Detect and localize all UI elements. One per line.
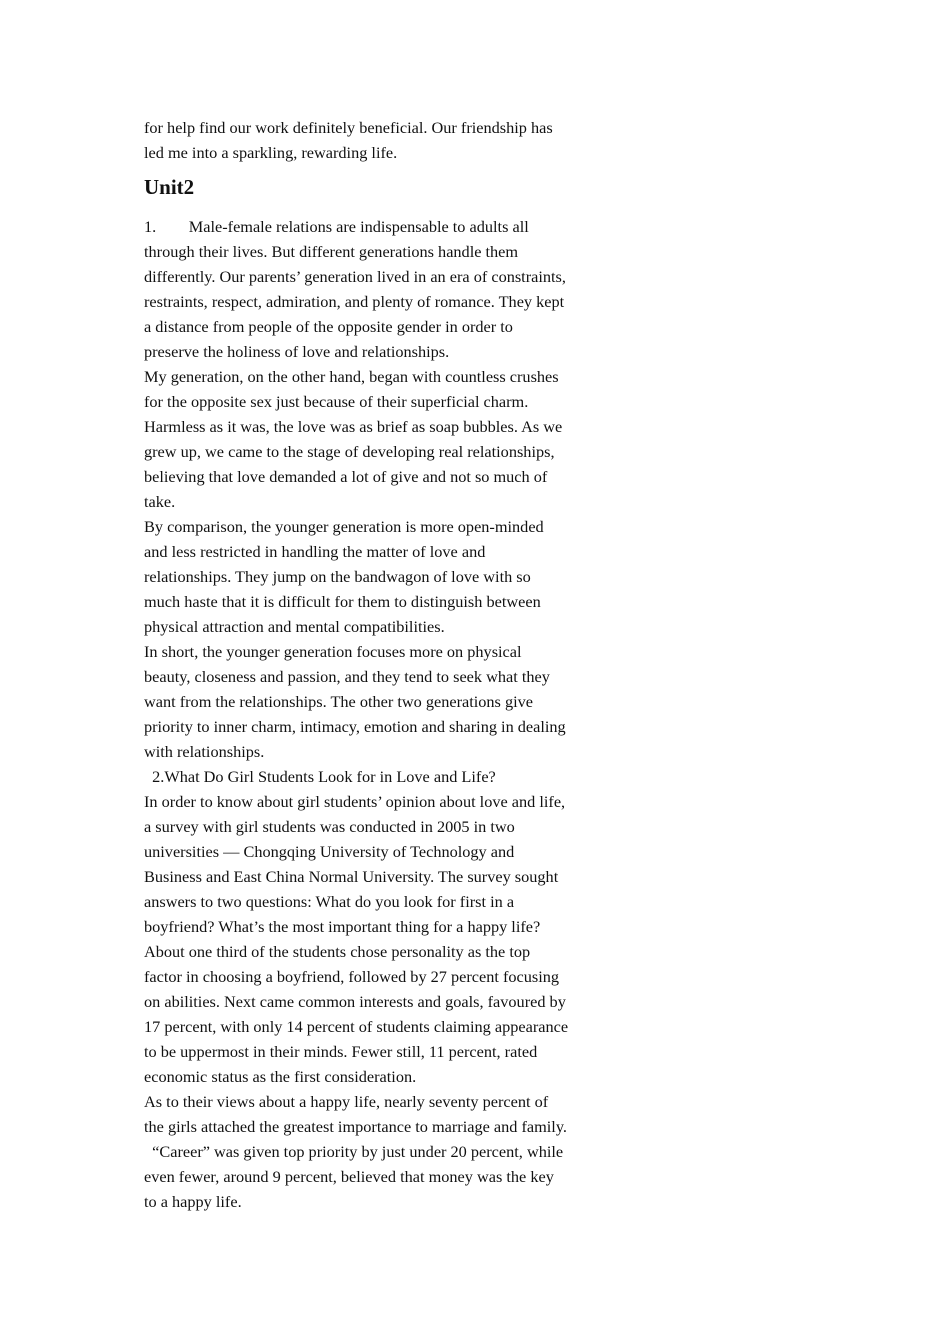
text-line: economic status as the first consideration. [144,1067,417,1086]
text-line: boyfriend? What’s the most important thing for a happy life? [144,917,541,936]
text-line: In short, the younger generation focuses more on physical [144,642,522,661]
text-line: Business and East China Normal University. The survey sought [144,867,559,886]
text-line: on abilities. Next came common interests and goals, favoured by [144,992,566,1011]
text-line: As to their views about a happy life, nearly seventy percent of [144,1092,549,1111]
text-line: 17 percent, with only 14 percent of students claiming appearance [144,1017,569,1036]
text-line: differently. Our parents’ generation lived in an era of constraints, [144,267,566,286]
intro-paragraph [144,115,594,165]
text-line: relationships. They jump on the bandwagon of love with so [144,567,531,586]
text-line: a distance from people of the opposite gender in order to [144,317,513,336]
text-line: physical attraction and mental compatibilities. [144,617,445,636]
text-line: Harmless as it was, the love was as brief as soap bubbles. As we [144,417,563,436]
text-line: and less restricted in handling the matter of love and [144,542,486,561]
text-line: believing that love demanded a lot of give and not so much of [144,467,548,486]
text-line: to a happy life. [144,1192,242,1211]
text-line: a survey with girl students was conducted in 2005 in two [144,817,515,836]
text-line: grew up, we came to the stage of developing real relationships, [144,442,555,461]
text-line: restraints, respect, admiration, and plenty of romance. They kept [144,292,565,311]
text-line: priority to inner charm, intimacy, emotion and sharing in dealing [144,717,566,736]
text-line: About one third of the students chose personality as the top [144,942,531,961]
text-line: through their lives. But different generations handle them [144,242,519,261]
text-line: 2.What Do Girl Students Look for in Love and Life? [144,767,496,786]
text-line: for the opposite sex just because of their superficial charm. [144,392,529,411]
text-line: for help find our work definitely beneficial. Our friendship has [144,118,553,137]
text-line: much haste that it is difficult for them to distinguish between [144,592,541,611]
text-line: led me into a sparkling, rewarding life. [144,143,398,162]
text-line: even fewer, around 9 percent, believed that money was the key [144,1167,554,1186]
text-line: “Career” was given top priority by just under 20 percent, while [144,1142,564,1161]
body-text [144,214,594,1214]
unit-heading: Unit2 [144,175,195,199]
text-line: with relationships. [144,742,265,761]
text-line: want from the relationships. The other two generations give [144,692,533,711]
text-line: the girls attached the greatest importance to marriage and family. [144,1117,567,1136]
text-line: take. [144,492,176,511]
text-line: In order to know about girl students’ opinion about love and life, [144,792,566,811]
text-line: preserve the holiness of love and relationships. [144,342,450,361]
text-line: 1. Male-female relations are indispensable to adults all [144,217,529,236]
text-line: answers to two questions: What do you look for first in a [144,892,515,911]
text-column [144,115,594,1214]
text-line: By comparison, the younger generation is more open-minded [144,517,544,536]
text-line: My generation, on the other hand, began with countless crushes [144,367,559,386]
text-line: factor in choosing a boyfriend, followed by 27 percent focusing [144,967,560,986]
text-line: beauty, closeness and passion, and they tend to seek what they [144,667,550,686]
text-line: universities — Chongqing University of Technology and [144,842,515,861]
text-line: to be uppermost in their minds. Fewer still, 11 percent, rated [144,1042,538,1061]
